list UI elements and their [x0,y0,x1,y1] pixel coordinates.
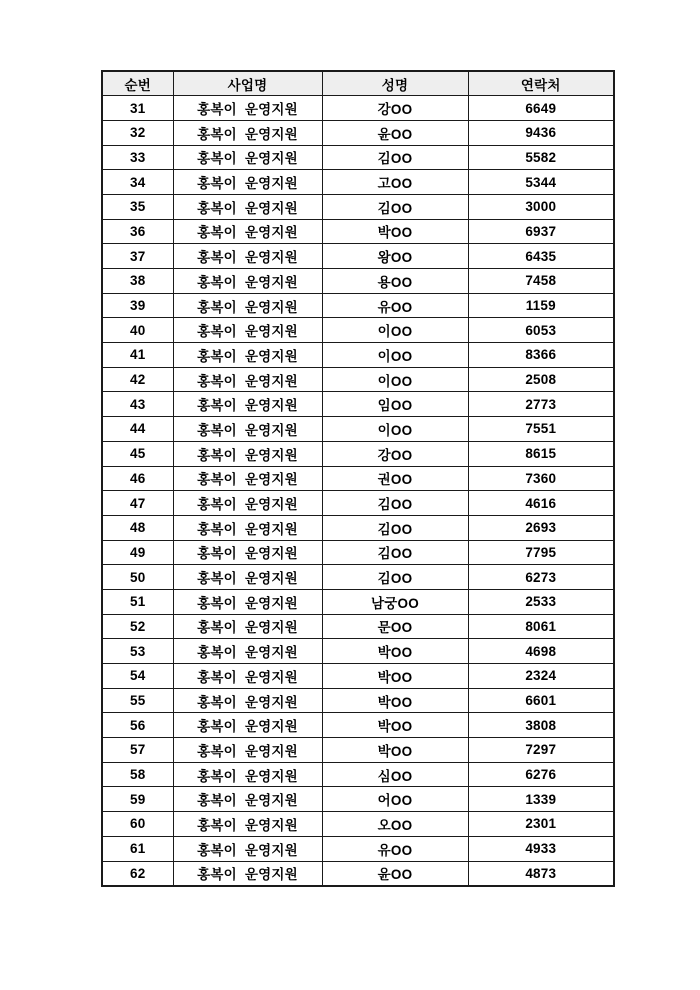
table-row [102,145,614,170]
cell-contact: 6937 [468,219,614,244]
cell-contact: 6273 [468,565,614,590]
table-row [102,466,614,491]
cell-no: 37 [102,244,173,269]
cell-name: 임OO [322,392,468,417]
cell-name: 강OO [322,441,468,466]
cell-business: 홍복이 운영지원 [173,515,322,540]
table-row [102,812,614,837]
cell-business: 홍복이 운영지원 [173,293,322,318]
cell-no: 42 [102,367,173,392]
cell-no: 41 [102,343,173,368]
cell-no: 55 [102,688,173,713]
cell-name: 박OO [322,738,468,763]
cell-name: 심OO [322,762,468,787]
cell-name: 문OO [322,614,468,639]
cell-contact: 6435 [468,244,614,269]
cell-business: 홍복이 운영지원 [173,343,322,368]
cell-name: 김OO [322,491,468,516]
table-row [102,836,614,861]
table-row [102,787,614,812]
cell-contact: 2533 [468,589,614,614]
header-cell-no: 순번 [102,71,173,96]
table-row [102,713,614,738]
table-row [102,565,614,590]
cell-name: 박OO [322,639,468,664]
header-cell-business: 사업명 [173,71,322,96]
cell-contact: 4933 [468,836,614,861]
cell-name: 이OO [322,417,468,442]
table-header [102,71,614,96]
cell-contact: 7795 [468,540,614,565]
cell-no: 40 [102,318,173,343]
cell-no: 43 [102,392,173,417]
cell-no: 38 [102,269,173,294]
cell-business: 홍복이 운영지원 [173,392,322,417]
cell-name: 이OO [322,318,468,343]
cell-no: 48 [102,515,173,540]
table-row [102,417,614,442]
cell-name: 남궁OO [322,589,468,614]
cell-business: 홍복이 운영지원 [173,861,322,886]
cell-business: 홍복이 운영지원 [173,441,322,466]
cell-business: 홍복이 운영지원 [173,836,322,861]
cell-no: 53 [102,639,173,664]
cell-no: 33 [102,145,173,170]
table-body [102,96,614,886]
cell-no: 39 [102,293,173,318]
cell-no: 32 [102,120,173,145]
table-row [102,170,614,195]
cell-no: 36 [102,219,173,244]
cell-business: 홍복이 운영지원 [173,565,322,590]
cell-no: 61 [102,836,173,861]
cell-business: 홍복이 운영지원 [173,145,322,170]
table-row [102,269,614,294]
cell-business: 홍복이 운영지원 [173,762,322,787]
cell-business: 홍복이 운영지원 [173,540,322,565]
cell-contact: 6649 [468,96,614,121]
cell-name: 이OO [322,367,468,392]
table-row [102,589,614,614]
cell-contact: 6276 [468,762,614,787]
cell-name: 김OO [322,515,468,540]
cell-contact: 5344 [468,170,614,195]
participants-table [101,70,615,887]
cell-no: 45 [102,441,173,466]
cell-contact: 8615 [468,441,614,466]
cell-name: 고OO [322,170,468,195]
cell-business: 홍복이 운영지원 [173,417,322,442]
cell-name: 용OO [322,269,468,294]
cell-contact: 7360 [468,466,614,491]
cell-business: 홍복이 운영지원 [173,589,322,614]
cell-business: 홍복이 운영지원 [173,170,322,195]
cell-name: 강OO [322,96,468,121]
table-row [102,96,614,121]
table-row [102,515,614,540]
cell-business: 홍복이 운영지원 [173,194,322,219]
cell-contact: 8061 [468,614,614,639]
cell-name: 박OO [322,219,468,244]
cell-name: 김OO [322,540,468,565]
header-cell-contact: 연락처 [468,71,614,96]
cell-contact: 2773 [468,392,614,417]
table-row [102,738,614,763]
cell-business: 홍복이 운영지원 [173,219,322,244]
table-row [102,120,614,145]
cell-name: 이OO [322,343,468,368]
cell-business: 홍복이 운영지원 [173,269,322,294]
table-row [102,244,614,269]
cell-contact: 7458 [468,269,614,294]
cell-contact: 2508 [468,367,614,392]
cell-no: 52 [102,614,173,639]
cell-business: 홍복이 운영지원 [173,614,322,639]
cell-business: 홍복이 운영지원 [173,367,322,392]
cell-no: 57 [102,738,173,763]
cell-contact: 6053 [468,318,614,343]
cell-no: 31 [102,96,173,121]
cell-no: 44 [102,417,173,442]
cell-no: 50 [102,565,173,590]
cell-contact: 7297 [468,738,614,763]
cell-contact: 8366 [468,343,614,368]
cell-no: 54 [102,664,173,689]
cell-business: 홍복이 운영지원 [173,812,322,837]
cell-contact: 2324 [468,664,614,689]
table-row [102,614,614,639]
cell-business: 홍복이 운영지원 [173,738,322,763]
table-row [102,392,614,417]
cell-contact: 3000 [468,194,614,219]
cell-contact: 4873 [468,861,614,886]
cell-no: 34 [102,170,173,195]
table-row [102,664,614,689]
cell-contact: 4698 [468,639,614,664]
table-row [102,491,614,516]
table-row [102,343,614,368]
cell-name: 유OO [322,293,468,318]
cell-business: 홍복이 운영지원 [173,491,322,516]
cell-name: 박OO [322,664,468,689]
cell-business: 홍복이 운영지원 [173,713,322,738]
cell-no: 47 [102,491,173,516]
header-row [102,71,614,96]
cell-contact: 7551 [468,417,614,442]
cell-contact: 5582 [468,145,614,170]
cell-no: 56 [102,713,173,738]
cell-contact: 6601 [468,688,614,713]
cell-contact: 1339 [468,787,614,812]
cell-name: 윤OO [322,861,468,886]
cell-name: 박OO [322,688,468,713]
header-cell-name: 성명 [322,71,468,96]
table-row [102,293,614,318]
table-row [102,441,614,466]
table-row [102,688,614,713]
table-row [102,861,614,886]
cell-contact: 1159 [468,293,614,318]
table-row [102,367,614,392]
cell-no: 46 [102,466,173,491]
cell-name: 유OO [322,836,468,861]
cell-name: 오OO [322,812,468,837]
table-row [102,639,614,664]
cell-contact: 3808 [468,713,614,738]
cell-name: 윤OO [322,120,468,145]
cell-business: 홍복이 운영지원 [173,639,322,664]
cell-contact: 4616 [468,491,614,516]
cell-no: 49 [102,540,173,565]
cell-no: 60 [102,812,173,837]
cell-name: 김OO [322,145,468,170]
cell-business: 홍복이 운영지원 [173,96,322,121]
table-row [102,318,614,343]
table-row [102,219,614,244]
cell-contact: 9436 [468,120,614,145]
cell-contact: 2301 [468,812,614,837]
table-row [102,194,614,219]
cell-contact: 2693 [468,515,614,540]
cell-business: 홍복이 운영지원 [173,787,322,812]
cell-business: 홍복이 운영지원 [173,244,322,269]
cell-name: 박OO [322,713,468,738]
cell-name: 어OO [322,787,468,812]
cell-business: 홍복이 운영지원 [173,120,322,145]
cell-name: 김OO [322,565,468,590]
cell-no: 62 [102,861,173,886]
cell-business: 홍복이 운영지원 [173,318,322,343]
cell-no: 59 [102,787,173,812]
cell-no: 35 [102,194,173,219]
cell-no: 58 [102,762,173,787]
cell-business: 홍복이 운영지원 [173,664,322,689]
cell-business: 홍복이 운영지원 [173,466,322,491]
cell-name: 권OO [322,466,468,491]
table-row [102,540,614,565]
table-row [102,762,614,787]
cell-business: 홍복이 운영지원 [173,688,322,713]
cell-name: 왕OO [322,244,468,269]
cell-name: 김OO [322,194,468,219]
cell-no: 51 [102,589,173,614]
